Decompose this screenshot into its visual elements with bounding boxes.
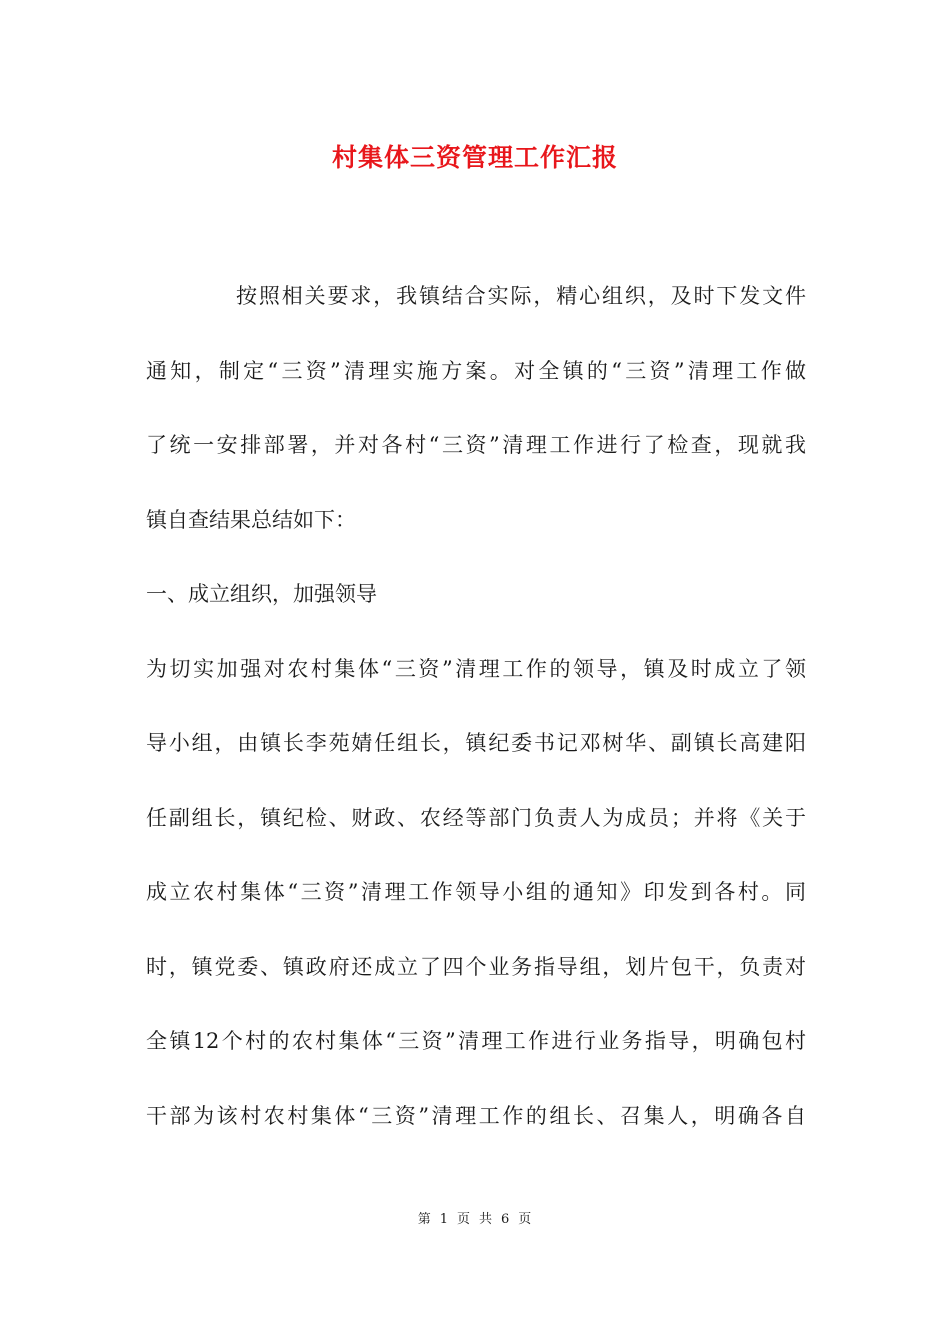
paragraph-line: 通知，制定“三资”清理实施方案。对全镇的“三资”清理工作做 — [146, 358, 806, 383]
paragraph-line: 全镇12个村的农村集体“三资”清理工作进行业务指导，明确包村 — [146, 1029, 806, 1053]
footer-page-word: 页 — [456, 1212, 471, 1227]
paragraph-line: 了统一安排部署，并对各村“三资”清理工作进行了检查，现就我 — [146, 433, 806, 457]
document-body — [146, 278, 806, 1172]
paragraph-line: 按照相关要求，我镇结合实际，精心组织，及时下发文件 — [236, 284, 806, 308]
paragraph-line: 镇自查结果总结如下： — [146, 507, 356, 532]
paragraph-line: 时，镇党委、镇政府还成立了四个业务指导组，划片包干，负责对 — [146, 954, 806, 979]
page-number-footer — [0, 1208, 950, 1227]
footer-total-word: 共 — [479, 1212, 494, 1227]
footer-total-pages: 6 — [501, 1212, 511, 1227]
footer-current-page: 1 — [439, 1212, 449, 1227]
footer-suffix: 页 — [518, 1212, 533, 1227]
paragraph-line: 任副组长，镇纪检、财政、农经等部门负责人为成员；并将《关于 — [146, 805, 806, 830]
document-title: 村集体三资管理工作汇报 — [331, 143, 618, 172]
paragraph-line: 导小组，由镇长李苑婧任组长，镇纪委书记邓树华、副镇长高建阳 — [146, 731, 806, 755]
paragraph-line: 为切实加强对农村集体“三资”清理工作的领导，镇及时成立了领 — [146, 656, 806, 681]
paragraph-line: 成立农村集体“三资”清理工作领导小组的通知》印发到各村。同 — [146, 880, 806, 904]
paragraph-line: 干部为该村农村集体“三资”清理工作的组长、召集人，明确各自 — [146, 1103, 806, 1128]
section-heading: 一、成立组织，加强领导 — [146, 582, 377, 606]
footer-prefix: 第 — [417, 1212, 432, 1227]
